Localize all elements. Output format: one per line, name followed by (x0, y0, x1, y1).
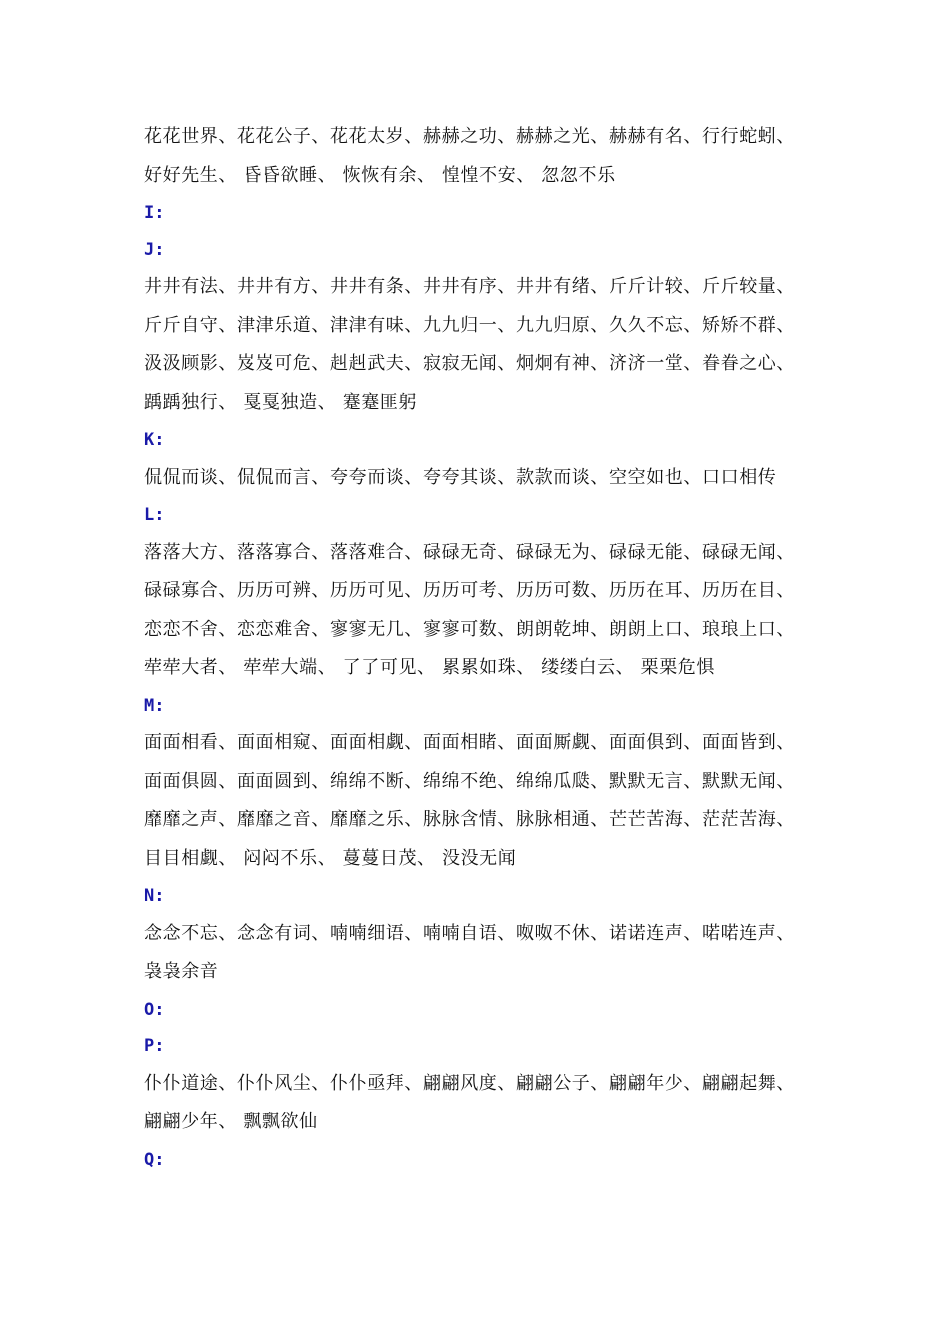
idiom-line: 面面俱圆、面面圆到、绵绵不断、绵绵不绝、绵绵瓜瓞、默默无言、默默无闻、 (144, 770, 795, 792)
idiom-line: 踽踽独行、 戛戛独造、 蹇蹇匪躬 (144, 391, 418, 413)
idiom-line: 面面相看、面面相窥、面面相觑、面面相睹、面面厮觑、面面俱到、面面皆到、 (144, 732, 795, 753)
section-heading: M: (144, 695, 165, 716)
idiom-line: 仆仆道途、仆仆风尘、仆仆亟拜、翩翩风度、翩翩公子、翩翩年少、翩翩起舞、 (144, 1072, 795, 1094)
idiom-line: 斤斤自守、津津乐道、津津有味、九九归一、九九归原、久久不忘、矫矫不群、 (144, 314, 795, 336)
section-heading: Q: (144, 1149, 165, 1170)
idiom-line: 靡靡之声、靡靡之音、靡靡之乐、脉脉含情、脉脉相通、芒芒苦海、茫茫苦海、 (144, 809, 795, 830)
idiom-line: 汲汲顾影、岌岌可危、赳赳武夫、寂寂无闻、炯炯有神、济济一堂、眷眷之心、 (144, 353, 795, 374)
section-heading: L: (144, 505, 165, 525)
idiom-line: 好好先生、 昏昏欲睡、 恢恢有余、 惶惶不安、 忽忽不乐 (144, 164, 616, 186)
idiom-line: 念念不忘、念念有词、喃喃细语、喃喃自语、呶呶不休、诺诺连声、喏喏连声、 (144, 922, 795, 944)
idiom-line: 花花世界、花花公子、花花太岁、赫赫之功、赫赫之光、赫赫有名、行行蛇蚓、 (144, 126, 795, 147)
document-body (144, 118, 816, 1178)
idiom-line: 荦荦大者、 荦荦大端、 了了可见、 累累如珠、 缕缕白云、 栗栗危惧 (144, 657, 716, 678)
section-heading: I: (144, 203, 165, 223)
section-heading: P: (144, 1036, 165, 1056)
idiom-line: 袅袅余音 (144, 961, 219, 982)
idiom-line: 恋恋不舍、恋恋难舍、寥寥无几、寥寥可数、朗朗乾坤、朗朗上口、琅琅上口、 (144, 618, 795, 640)
idiom-line: 目目相觑、 闷闷不乐、 蔓蔓日茂、 没没无闻 (144, 847, 517, 869)
idiom-line: 碌碌寡合、历历可辨、历历可见、历历可考、历历可数、历历在耳、历历在目、 (144, 580, 795, 601)
section-heading: N: (144, 886, 165, 906)
idiom-line: 侃侃而谈、侃侃而言、夸夸而谈、夸夸其谈、款款而谈、空空如也、口口相传 (144, 466, 777, 488)
section-heading: K: (144, 430, 165, 450)
idiom-line: 井井有法、井井有方、井井有条、井井有序、井井有绪、斤斤计较、斤斤较量、 (144, 276, 795, 297)
section-heading: O: (144, 999, 165, 1020)
idiom-line: 翩翩少年、 飘飘欲仙 (144, 1111, 318, 1132)
section-heading: J: (144, 239, 165, 260)
idiom-line: 落落大方、落落寡合、落落难合、碌碌无奇、碌碌无为、碌碌无能、碌碌无闻、 (144, 541, 795, 563)
